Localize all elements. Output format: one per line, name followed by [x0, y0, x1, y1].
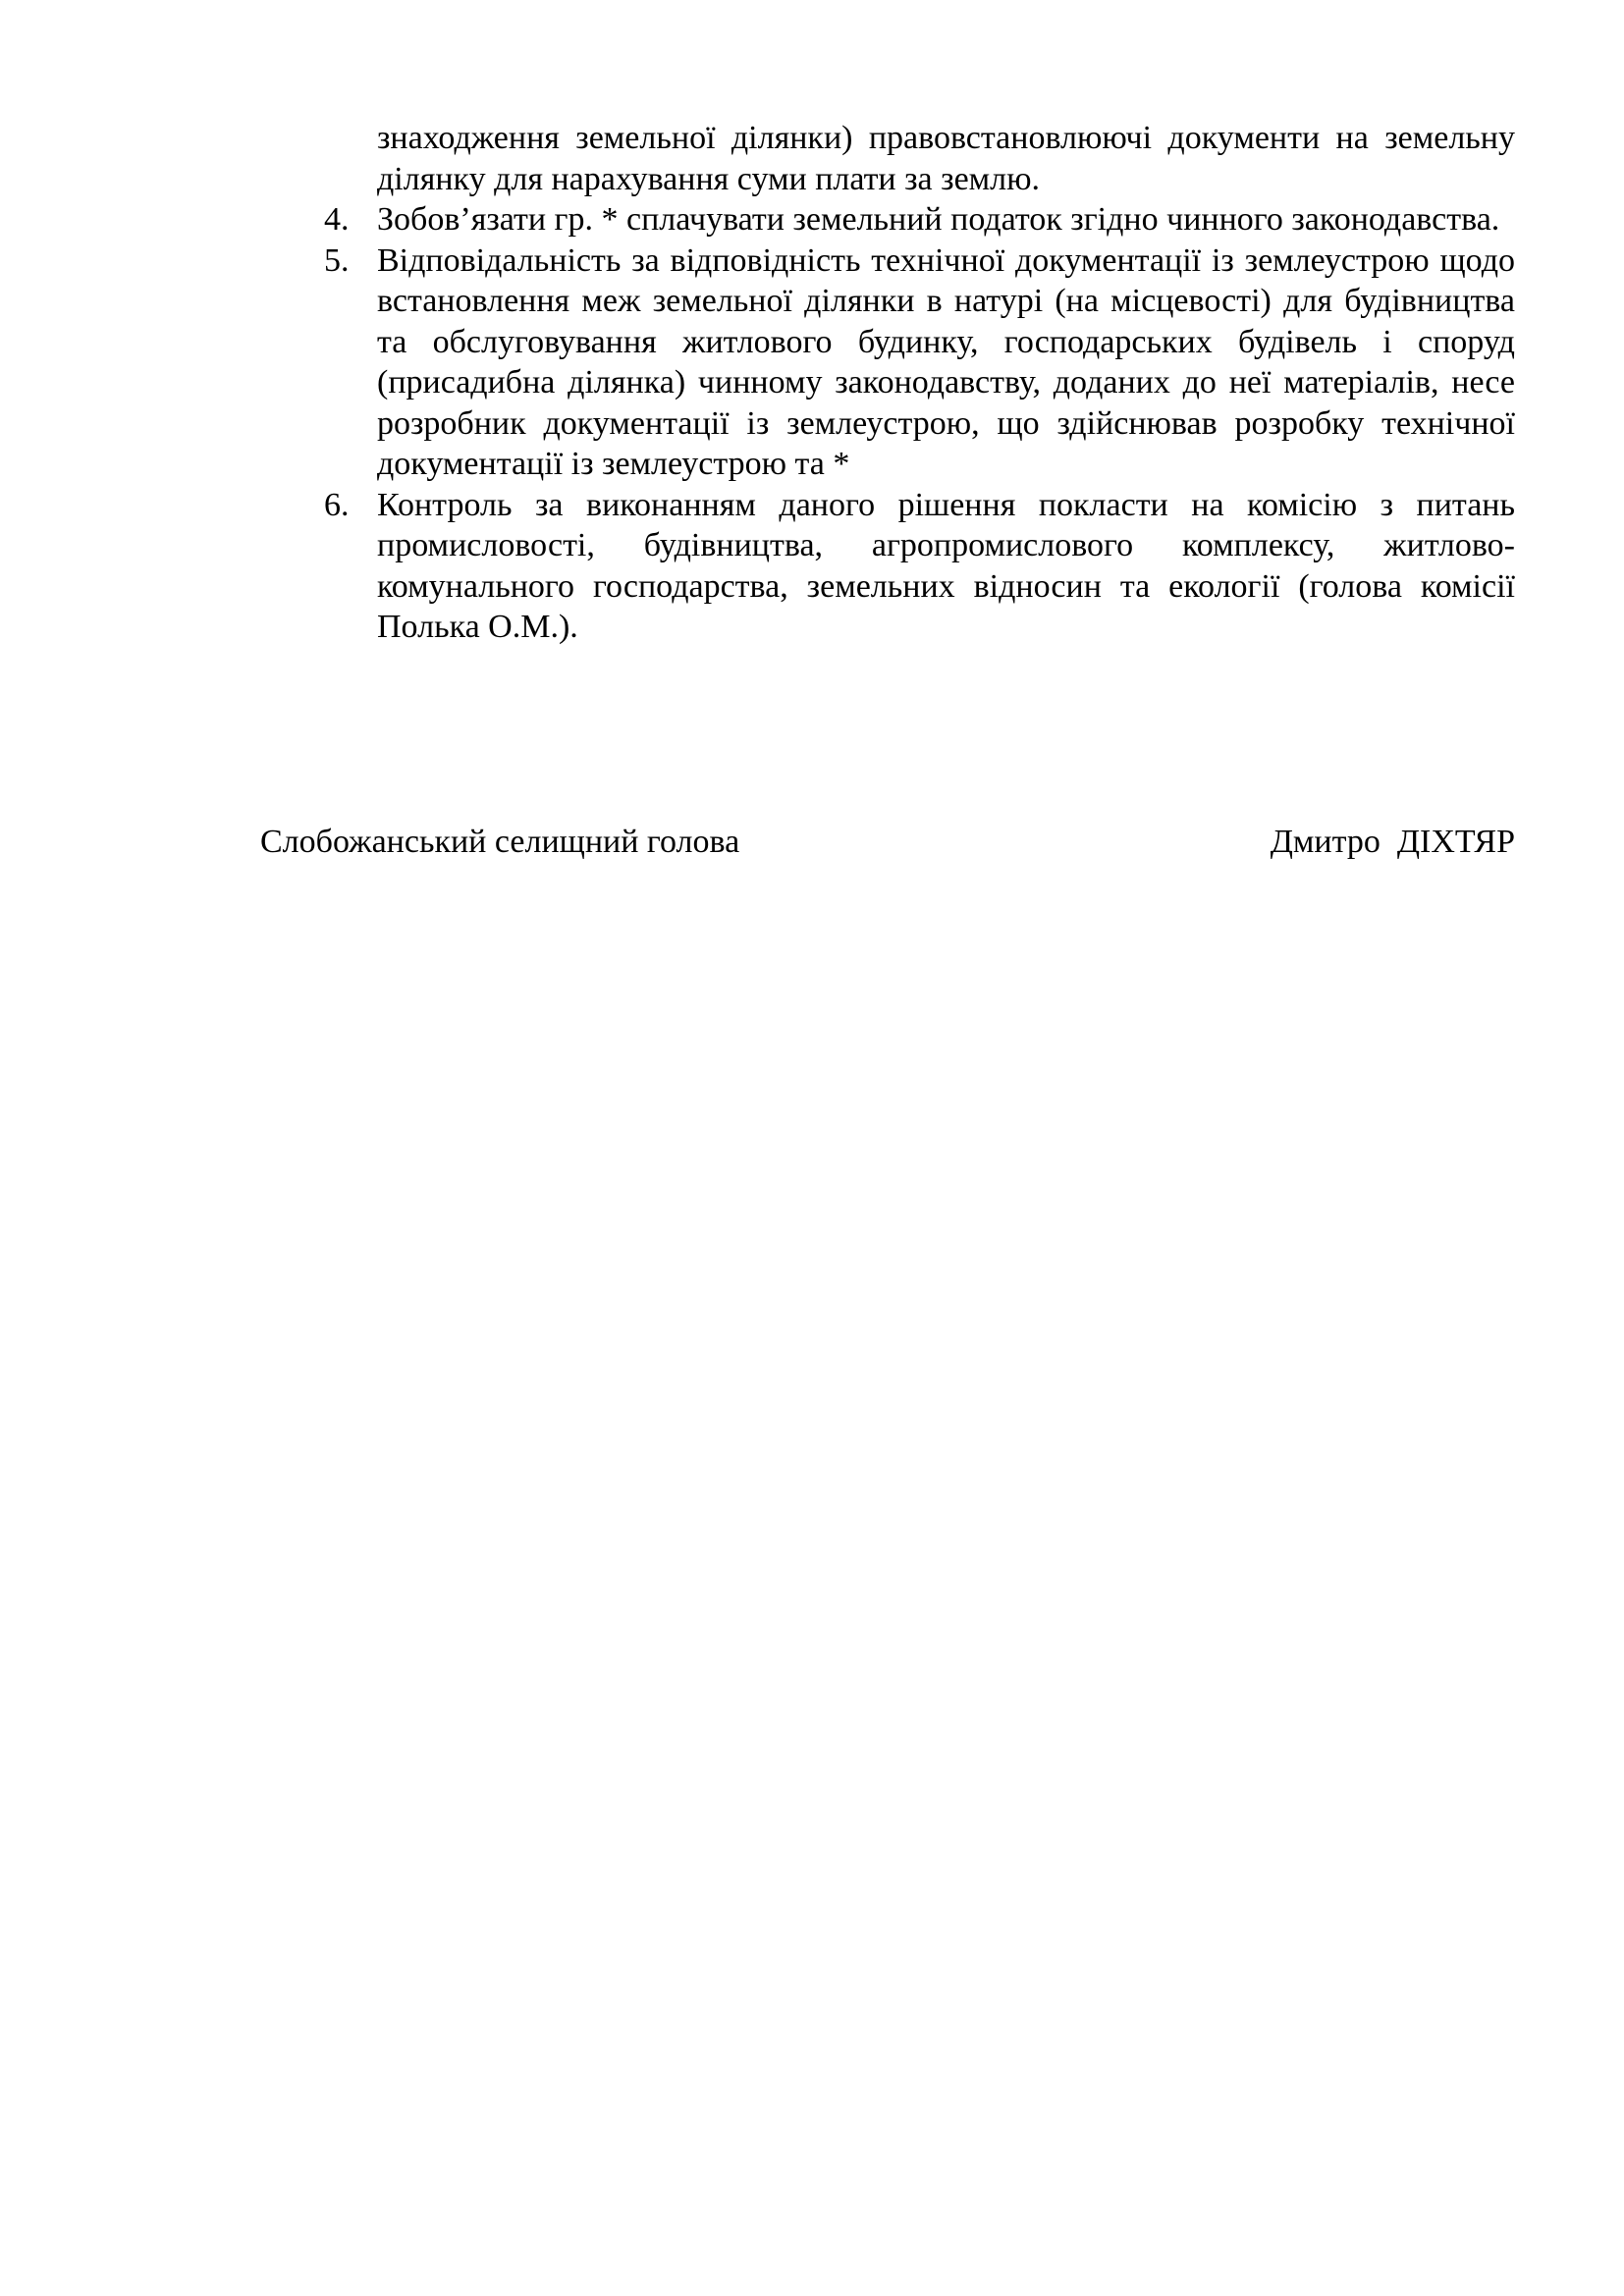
- item-text: Контроль за виконанням даного рішення покласти на комісію з питань промисловості, будівництва, агропромислового комплексу, житлово-комунального господарства, земельних відносин та екології (голова комісії Полька О.М.).: [377, 486, 1515, 645]
- list-item-4: [312, 199, 1515, 240]
- item-number: 5.: [324, 241, 350, 279]
- item-number: 6.: [324, 486, 350, 523]
- item-text: Зобов’язати гр. * сплачувати земельний податок згідно чинного законодавства.: [377, 201, 1500, 238]
- item-text: Відповідальність за відповідність технічної документації із землеустрою щодо встановлення меж земельної ділянки в натурі (на місцевості) для будівництва та обслуговування житлового будинку, господарських будівель і споруд (присадибна ділянка) чинному законодавству, доданих до неї матеріалів, несе розробник документації із землеустрою, що здійснював розробку технічної документації із землеустрою та *: [377, 241, 1515, 482]
- signatory-title: Слобожанський селищний голова: [260, 824, 740, 860]
- list-item-5: [312, 240, 1515, 485]
- item-text: знаходження земельної ділянки) правовстановлюючі документи на земельну ділянку для нарахування суми плати за землю.: [377, 120, 1515, 197]
- signatory-name: Дмитро ДІХТЯР: [1270, 824, 1515, 860]
- list-item-6: [312, 485, 1515, 648]
- decision-items-list: [312, 118, 1515, 648]
- item-number: 4.: [324, 201, 350, 238]
- list-item-continuation: [312, 118, 1515, 199]
